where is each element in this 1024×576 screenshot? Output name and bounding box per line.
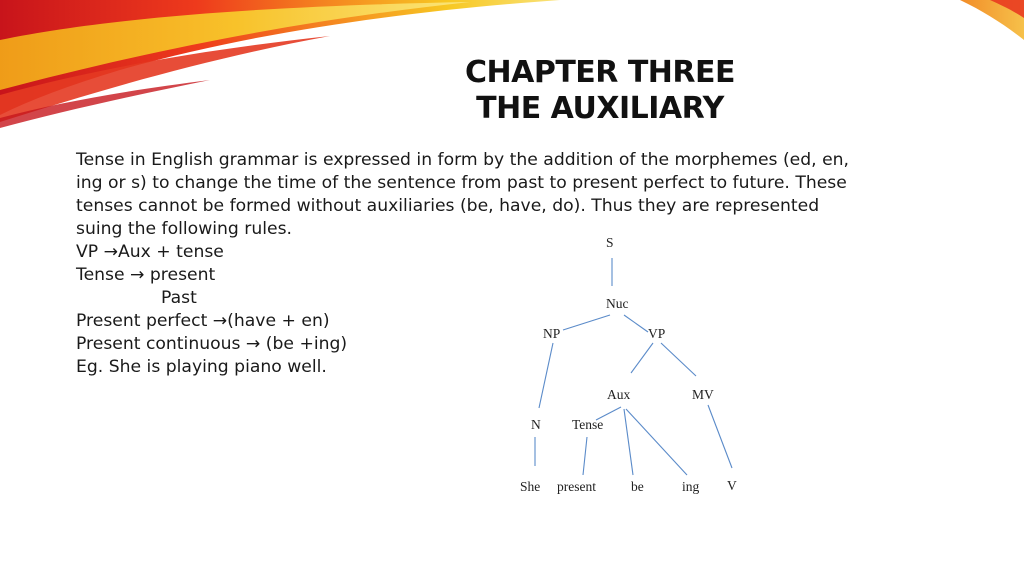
leaf-ing: ing bbox=[682, 479, 700, 494]
node-np: NP bbox=[543, 326, 561, 341]
rule-vp: VP →Aux + tense bbox=[76, 242, 224, 262]
slide-title-line-1: CHAPTER THREE bbox=[465, 55, 735, 90]
edge-nuc-vp bbox=[624, 315, 648, 332]
leaf-present: present bbox=[557, 479, 596, 494]
node-vp: VP bbox=[648, 326, 666, 341]
paragraph-line-2: ing or s) to change the time of the sentence from past to present perfect to future. These bbox=[76, 173, 847, 193]
edge-aux-be bbox=[624, 409, 633, 475]
edge-nuc-np bbox=[563, 315, 610, 330]
paragraph-line-1: Tense in English grammar is expressed in form by the addition of the morphemes (ed, en, bbox=[76, 150, 849, 170]
paragraph-line-3: tenses cannot be formed without auxiliaries (be, have, do). Thus they are represented bbox=[76, 196, 820, 216]
leaf-she: She bbox=[520, 479, 541, 494]
node-nuc: Nuc bbox=[606, 296, 629, 311]
rule-tense: Tense → present bbox=[76, 265, 216, 285]
leaf-v: V bbox=[727, 478, 737, 493]
edge-mv-v bbox=[708, 405, 732, 468]
rule-past: Past bbox=[161, 288, 197, 308]
leaf-be: be bbox=[631, 479, 644, 494]
edge-aux-ing bbox=[626, 409, 687, 475]
edge-vp-mv bbox=[661, 343, 696, 376]
node-aux: Aux bbox=[607, 387, 631, 402]
edge-vp-aux bbox=[631, 343, 653, 373]
syntax-tree-diagram bbox=[500, 230, 760, 505]
node-s: S bbox=[606, 235, 614, 250]
paragraph-line-4: suing the following rules. bbox=[76, 219, 293, 239]
edge-tense-present bbox=[583, 437, 587, 475]
rule-present-perfect: Present perfect →(have + en) bbox=[76, 311, 330, 331]
example-sentence: Eg. She is playing piano well. bbox=[76, 357, 327, 377]
node-n: N bbox=[531, 417, 541, 432]
rule-present-continuous: Present continuous → (be +ing) bbox=[76, 334, 348, 354]
slide-title-line-2: THE AUXILIARY bbox=[476, 91, 724, 126]
node-tense: Tense bbox=[572, 417, 604, 432]
edge-np-n bbox=[539, 343, 553, 408]
node-mv: MV bbox=[692, 387, 714, 402]
